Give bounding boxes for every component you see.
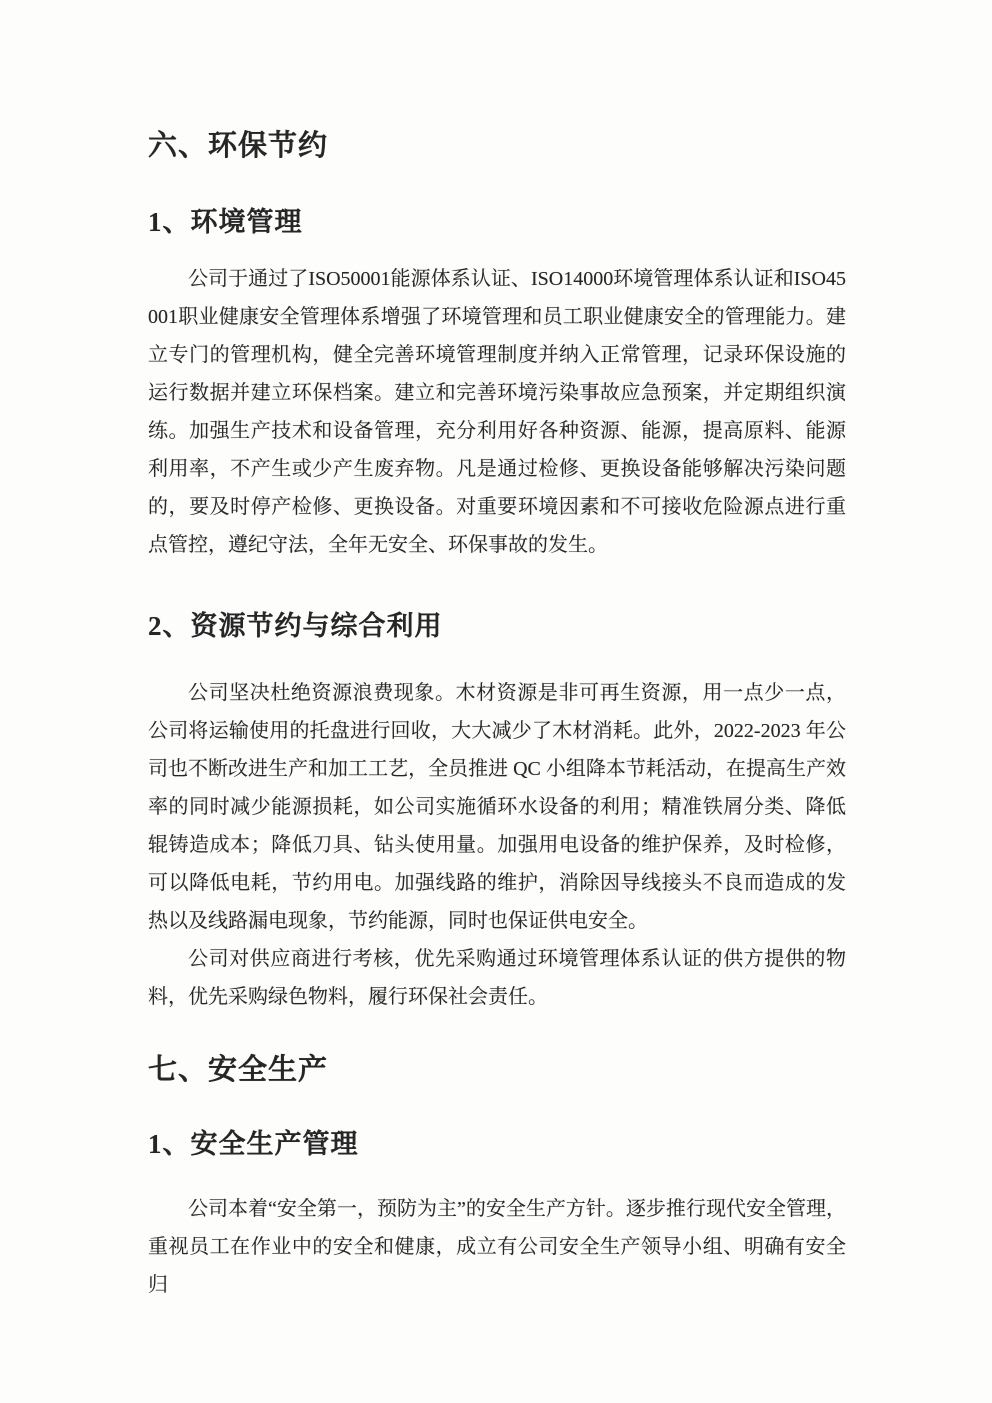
sub-heading-safety-management: 1、安全生产管理	[148, 1129, 359, 1159]
sub-heading-resource-saving: 2、资源节约与综合利用	[148, 611, 443, 641]
paragraph-resource-saving: 公司坚决杜绝资源浪费现象。木材资源是非可再生资源，用一点少一点，公司将运输使用的托盘进行回收，大大减少了木材消耗。此外，2022-2023 年公司也不断改进生产和加工工艺，全员推进 QC 小组降本节耗活动，在提高生产效率的同时减少能源损耗，如公司实施循环水设备的利用；精准铁屑分类、降低辊铸造成本；降低刀具、钻头使用量。加强用电设备的维护保养，及时检修，可以降低电耗，节约用电。加强线路的维护，消除因导线接头不良而造成的发热以及线路漏电现象，节约能源，同时也保证供电安全。	[148, 682, 846, 932]
sub-heading-environment-management: 1、环境管理	[148, 207, 303, 237]
paragraph-supplier-assessment: 公司对供应商进行考核，优先采购通过环境管理体系认证的供方提供的物料，优先采购绿色物料，履行环保社会责任。	[148, 948, 846, 1008]
chapter-heading-production-safety: 七、安全生产	[148, 1052, 329, 1086]
chapter-heading-environmental-saving: 六、环保节约	[148, 128, 329, 162]
paragraph-environment-management: 公司于通过了ISO50001能源体系认证、ISO14000环境管理体系认证和ISO45001职业健康安全管理体系增强了环境管理和员工职业健康安全的管理能力。建立专门的管理机构，健全完善环境管理制度并纳入正常管理，记录环保设施的运行数据并建立环保档案。建立和完善环境污染事故应急预案，并定期组织演练。加强生产技术和设备管理，充分利用好各种资源、能源，提高原料、能源利用率，不产生或少产生废弃物。凡是通过检修、更换设备能够解决污染问题的，要及时停产检修、更换设备。对重要环境因素和不可接收危险源点进行重点管控，遵纪守法，全年无安全、环保事故的发生。	[148, 268, 846, 556]
paragraph-safety-policy: 公司本着“安全第一，预防为主”的安全生产方针。逐步推行现代安全管理，重视员工在作业中的安全和健康，成立有公司安全生产领导小组、明确有安全归	[148, 1198, 846, 1296]
